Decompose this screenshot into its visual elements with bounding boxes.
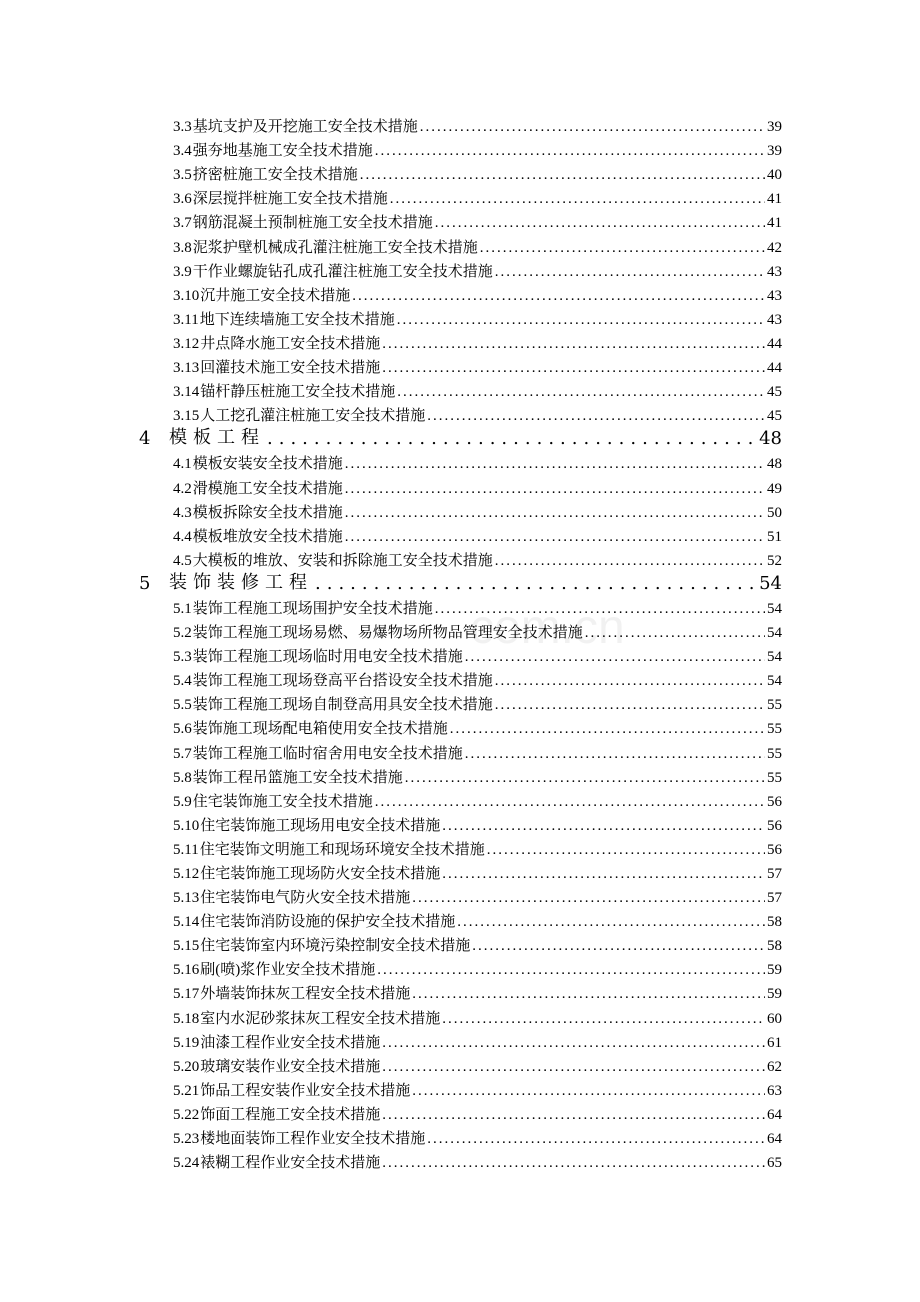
toc-entry-title: 装饰装修工程 [169,571,313,593]
toc-entry-page-number: 56 [767,817,782,834]
toc-entry-title: 干作业螺旋钻孔成孔灌注桩施工安全技术措施 [192,263,493,280]
toc-section-entry[interactable] [173,232,782,256]
toc-entry-page-number: 48 [759,428,782,450]
dot-leader [465,746,765,763]
dot-leader [397,312,765,329]
toc-entry-page-number: 59 [767,962,782,979]
dot-leader [397,384,765,401]
toc-entry-number: 5.13 [173,890,200,907]
toc-entry-title: 回灌技术施工安全技术措施 [200,360,381,377]
toc-section-entry[interactable] [173,1052,782,1076]
dot-leader [495,264,765,281]
toc-entry-number: 5.9 [173,793,192,810]
toc-entry-number: 3.7 [173,215,192,232]
toc-entry-number: 5.1 [173,600,192,617]
dot-leader [412,890,765,907]
toc-entry-page-number: 60 [767,1010,782,1027]
table-of-contents [0,112,920,1172]
dot-leader [315,573,757,594]
toc-entry-page-number: 43 [767,311,782,328]
dot-leader [412,986,765,1003]
toc-entry-title: 井点降水施工安全技术措施 [200,335,381,352]
toc-entry-page-number: 44 [767,335,782,352]
toc-entry-page-number: 54 [767,600,782,617]
dot-leader [405,770,765,787]
toc-entry-page-number: 55 [767,745,782,762]
dot-leader [382,1155,765,1172]
toc-section-entry[interactable] [173,281,782,305]
dot-leader [375,143,765,160]
toc-entry-page-number: 54 [767,649,782,666]
dot-leader [472,938,765,955]
toc-section-entry[interactable] [173,594,782,618]
toc-entry-page-number: 51 [767,528,782,545]
dot-leader [442,866,765,883]
toc-section-entry[interactable] [173,112,782,136]
toc-entry-title: 装饰施工现场配电箱使用安全技术措施 [192,721,448,738]
toc-section-entry[interactable] [173,690,782,714]
toc-entry-number: 3.10 [173,287,200,304]
toc-entry-page-number: 57 [767,890,782,907]
dot-leader [487,842,765,859]
toc-entry-title: 模板安装安全技术措施 [192,456,343,473]
dot-leader [435,215,765,232]
toc-section-entry[interactable] [173,377,782,401]
toc-entry-title: 模板拆除安全技术措施 [192,504,343,521]
toc-entry-number: 5.7 [173,745,192,762]
toc-entry-number: 5.11 [173,841,199,858]
toc-entry-page-number: 62 [767,1058,782,1075]
toc-section-entry[interactable] [173,449,782,473]
toc-entry-title: 玻璃安装作业安全技术措施 [200,1058,381,1075]
toc-entry-title: 滑模施工安全技术措施 [192,480,343,497]
toc-entry-page-number: 54 [767,625,782,642]
toc-entry-page-number: 56 [767,841,782,858]
toc-entry-number: 5.8 [173,769,192,786]
toc-entry-title: 住宅装饰施工现场防火安全技术措施 [200,866,441,882]
toc-entry-page-number: 49 [767,480,782,497]
toc-section-entry[interactable] [173,184,782,208]
dot-leader [267,428,757,449]
toc-entry-title: 住宅装饰消防设施的保护安全技术措施 [200,914,456,931]
dot-leader [382,1035,765,1052]
toc-section-entry[interactable] [173,714,782,738]
toc-entry-page-number: 58 [767,914,782,931]
toc-entry-number: 5.19 [173,1034,200,1051]
toc-entry-number: 3.14 [173,384,200,401]
toc-entry-page-number: 54 [759,572,782,594]
dot-leader [345,456,765,473]
toc-section-entry[interactable] [173,979,782,1003]
toc-entry-page-number: 64 [767,1131,782,1148]
toc-entry-number: 5.10 [173,817,200,834]
toc-entry-page-number: 57 [767,866,782,882]
toc-entry-number: 5.16 [173,962,200,979]
toc-entry-page-number: 39 [767,143,782,160]
toc-entry-number: 5.14 [173,914,200,931]
toc-entry-title: 住宅装饰电气防火安全技术措施 [200,890,411,907]
toc-chapter-entry[interactable] [133,425,782,449]
dot-leader [412,1083,765,1100]
toc-section-entry[interactable] [173,1076,782,1100]
toc-entry-page-number: 65 [767,1155,782,1172]
dot-leader [390,191,765,208]
toc-section-entry[interactable] [173,835,782,859]
toc-entry-title: 地下连续墙施工安全技术措施 [199,311,395,328]
toc-entry-page-number: 58 [767,938,782,955]
toc-section-entry[interactable] [173,738,782,762]
dot-leader [495,553,765,570]
toc-entry-title: 室内水泥砂浆抹灰工程安全技术措施 [200,1010,441,1027]
toc-entry-page-number: 50 [767,504,782,521]
toc-entry-title: 装饰工程施工现场临时用电安全技术措施 [192,649,463,666]
toc-entry-number: 3.4 [173,143,192,160]
toc-section-entry[interactable] [173,546,782,570]
toc-entry-title: 外墙装饰抹灰工程安全技术措施 [200,986,411,1003]
toc-entry-title: 裱糊工程作业安全技术措施 [200,1155,381,1172]
toc-entry-page-number: 63 [767,1082,782,1099]
toc-section-entry[interactable] [173,666,782,690]
dot-leader [360,167,765,184]
watermark: com.cn [470,601,625,654]
dot-leader [420,119,765,136]
toc-entry-title: 楼地面装饰工程作业安全技术措施 [200,1131,426,1148]
toc-section-entry[interactable] [173,305,782,329]
toc-entry-title: 饰品工程安装作业安全技术措施 [200,1082,411,1099]
toc-entry-number: 3.11 [173,311,199,328]
toc-entry-number: 5.17 [173,986,200,1003]
toc-entry-title: 装饰工程施工现场易燃、易爆物场所物品管理安全技术措施 [192,625,583,642]
toc-entry-number: 4.2 [173,480,192,497]
toc-entry-number: 5.6 [173,721,192,738]
toc-entry-page-number: 56 [767,793,782,810]
dot-leader [352,288,765,305]
toc-entry-page-number: 64 [767,1106,782,1123]
dot-leader [345,481,765,498]
dot-leader [465,649,765,666]
toc-section-entry[interactable] [173,160,782,184]
toc-section-entry[interactable] [173,1100,782,1124]
dot-leader [442,1011,765,1028]
toc-entry-title: 钢筋混凝土预制桩施工安全技术措施 [192,215,433,232]
toc-section-entry[interactable] [173,1003,782,1027]
toc-entry-title: 沉井施工安全技术措施 [200,287,351,304]
toc-entry-page-number: 43 [767,287,782,304]
dot-leader [480,240,765,257]
toc-entry-title: 油漆工程作业安全技术措施 [200,1034,381,1051]
toc-entry-title: 装饰工程施工现场围护安全技术措施 [192,600,433,617]
toc-entry-number: 5.22 [173,1106,200,1123]
toc-entry-title: 模板堆放安全技术措施 [192,528,343,545]
toc-entry-title: 装饰工程施工现场自制登高用具安全技术措施 [192,697,493,714]
toc-entry-number: 3.6 [173,191,192,208]
toc-entry-title: 泥浆护壁机械成孔灌注桩施工安全技术措施 [192,239,478,256]
dot-leader [345,529,765,546]
toc-section-entry[interactable] [173,907,782,931]
dot-leader [377,962,765,979]
toc-entry-number: 3.12 [173,335,200,352]
toc-section-entry[interactable] [173,859,782,883]
toc-section-entry[interactable] [173,811,782,835]
toc-section-entry[interactable] [173,931,782,955]
dot-leader [495,673,765,690]
toc-chapter-entry[interactable] [133,570,782,594]
dot-leader [457,914,765,931]
toc-entry-title: 住宅装饰施工现场用电安全技术措施 [200,817,441,834]
toc-entry-page-number: 43 [767,263,782,280]
toc-section-entry[interactable] [173,1124,782,1148]
toc-entry-title: 住宅装饰施工安全技术措施 [192,793,373,810]
toc-entry-number: 5.21 [173,1082,200,1099]
toc-section-entry[interactable] [173,955,782,979]
toc-entry-number: 4.5 [173,552,192,569]
toc-entry-title: 大模板的堆放、安装和拆除施工安全技术措施 [192,552,493,569]
toc-entry-title: 住宅装饰室内环境污染控制安全技术措施 [200,938,471,955]
toc-section-entry[interactable] [173,1028,782,1052]
toc-entry-title: 基坑支护及开挖施工安全技术措施 [192,119,418,136]
toc-section-entry[interactable] [173,522,782,546]
toc-entry-number: 4 [139,428,151,450]
toc-entry-number: 5.4 [173,673,192,690]
toc-entry-number: 3.13 [173,360,200,377]
toc-entry-number: 4.3 [173,504,192,521]
toc-section-entry[interactable] [173,642,782,666]
toc-entry-number: 5.5 [173,697,192,714]
toc-entry-page-number: 39 [767,119,782,136]
dot-leader [382,1107,765,1124]
toc-section-entry[interactable] [173,787,782,811]
dot-leader [382,1059,765,1076]
toc-entry-page-number: 59 [767,986,782,1003]
toc-entry-page-number: 55 [767,697,782,714]
toc-entry-title: 饰面工程施工安全技术措施 [200,1106,381,1123]
dot-leader [585,625,765,642]
dot-leader [495,697,765,714]
toc-entry-number: 4.1 [173,456,192,473]
dot-leader [375,794,765,811]
toc-entry-number: 5 [139,572,151,594]
dot-leader [382,360,765,377]
dot-leader [382,336,765,353]
toc-entry-title: 住宅装饰文明施工和现场环境安全技术措施 [199,841,485,858]
toc-entry-page-number: 48 [767,456,782,473]
toc-entry-number: 3.5 [173,167,192,184]
toc-entry-number: 5.12 [173,866,200,882]
toc-entry-title: 装饰工程施工现场登高平台搭设安全技术措施 [192,673,493,690]
toc-entry-page-number: 45 [767,384,782,401]
toc-section-entry[interactable] [173,498,782,522]
toc-entry-number: 5.2 [173,625,192,642]
toc-entry-number: 3.9 [173,263,192,280]
toc-entry-number: 5.3 [173,649,192,666]
dot-leader [427,1131,765,1148]
toc-entry-page-number: 54 [767,673,782,690]
toc-entry-title: 装饰工程施工临时宿舍用电安全技术措施 [192,745,463,762]
toc-entry-title: 刷(喷)浆作业安全技术措施 [200,962,376,979]
toc-entry-title: 深层搅拌桩施工安全技术措施 [192,191,388,208]
toc-entry-number: 3.3 [173,119,192,136]
dot-leader [345,505,765,522]
toc-section-entry[interactable] [173,353,782,377]
toc-entry-title: 人工挖孔灌注桩施工安全技术措施 [200,408,426,425]
toc-entry-page-number: 41 [767,191,782,208]
toc-entry-number: 5.24 [173,1155,200,1172]
toc-section-entry[interactable] [173,1148,782,1172]
toc-entry-title: 模板工程 [169,427,265,449]
toc-entry-page-number: 41 [767,215,782,232]
toc-section-entry[interactable] [173,618,782,642]
dot-leader [435,601,765,618]
toc-entry-title: 装饰工程吊篮施工安全技术措施 [192,769,403,786]
toc-entry-page-number: 44 [767,360,782,377]
toc-section-entry[interactable] [173,208,782,232]
toc-entry-page-number: 55 [767,769,782,786]
toc-entry-number: 5.15 [173,938,200,955]
toc-entry-title: 强夯地基施工安全技术措施 [192,143,373,160]
toc-section-entry[interactable] [173,401,782,425]
toc-section-entry[interactable] [173,473,782,497]
dot-leader [442,818,765,835]
toc-entry-number: 5.20 [173,1058,200,1075]
toc-entry-page-number: 40 [767,167,782,184]
toc-entry-page-number: 42 [767,239,782,256]
dot-leader [450,721,765,738]
toc-entry-number: 3.15 [173,408,200,425]
toc-entry-page-number: 55 [767,721,782,738]
toc-entry-title: 锚杆静压桩施工安全技术措施 [200,384,396,401]
toc-section-entry[interactable] [173,883,782,907]
toc-section-entry[interactable] [173,763,782,787]
toc-entry-number: 5.18 [173,1010,200,1027]
toc-section-entry[interactable] [173,329,782,353]
toc-entry-page-number: 52 [767,552,782,569]
toc-entry-number: 4.4 [173,528,192,545]
toc-entry-number: 5.23 [173,1131,200,1148]
toc-entry-page-number: 45 [767,408,782,425]
dot-leader [427,408,765,425]
toc-entry-number: 3.8 [173,239,192,256]
toc-section-entry[interactable] [173,136,782,160]
toc-entry-title: 挤密桩施工安全技术措施 [192,167,358,184]
toc-entry-page-number: 61 [767,1034,782,1051]
toc-section-entry[interactable] [173,257,782,281]
